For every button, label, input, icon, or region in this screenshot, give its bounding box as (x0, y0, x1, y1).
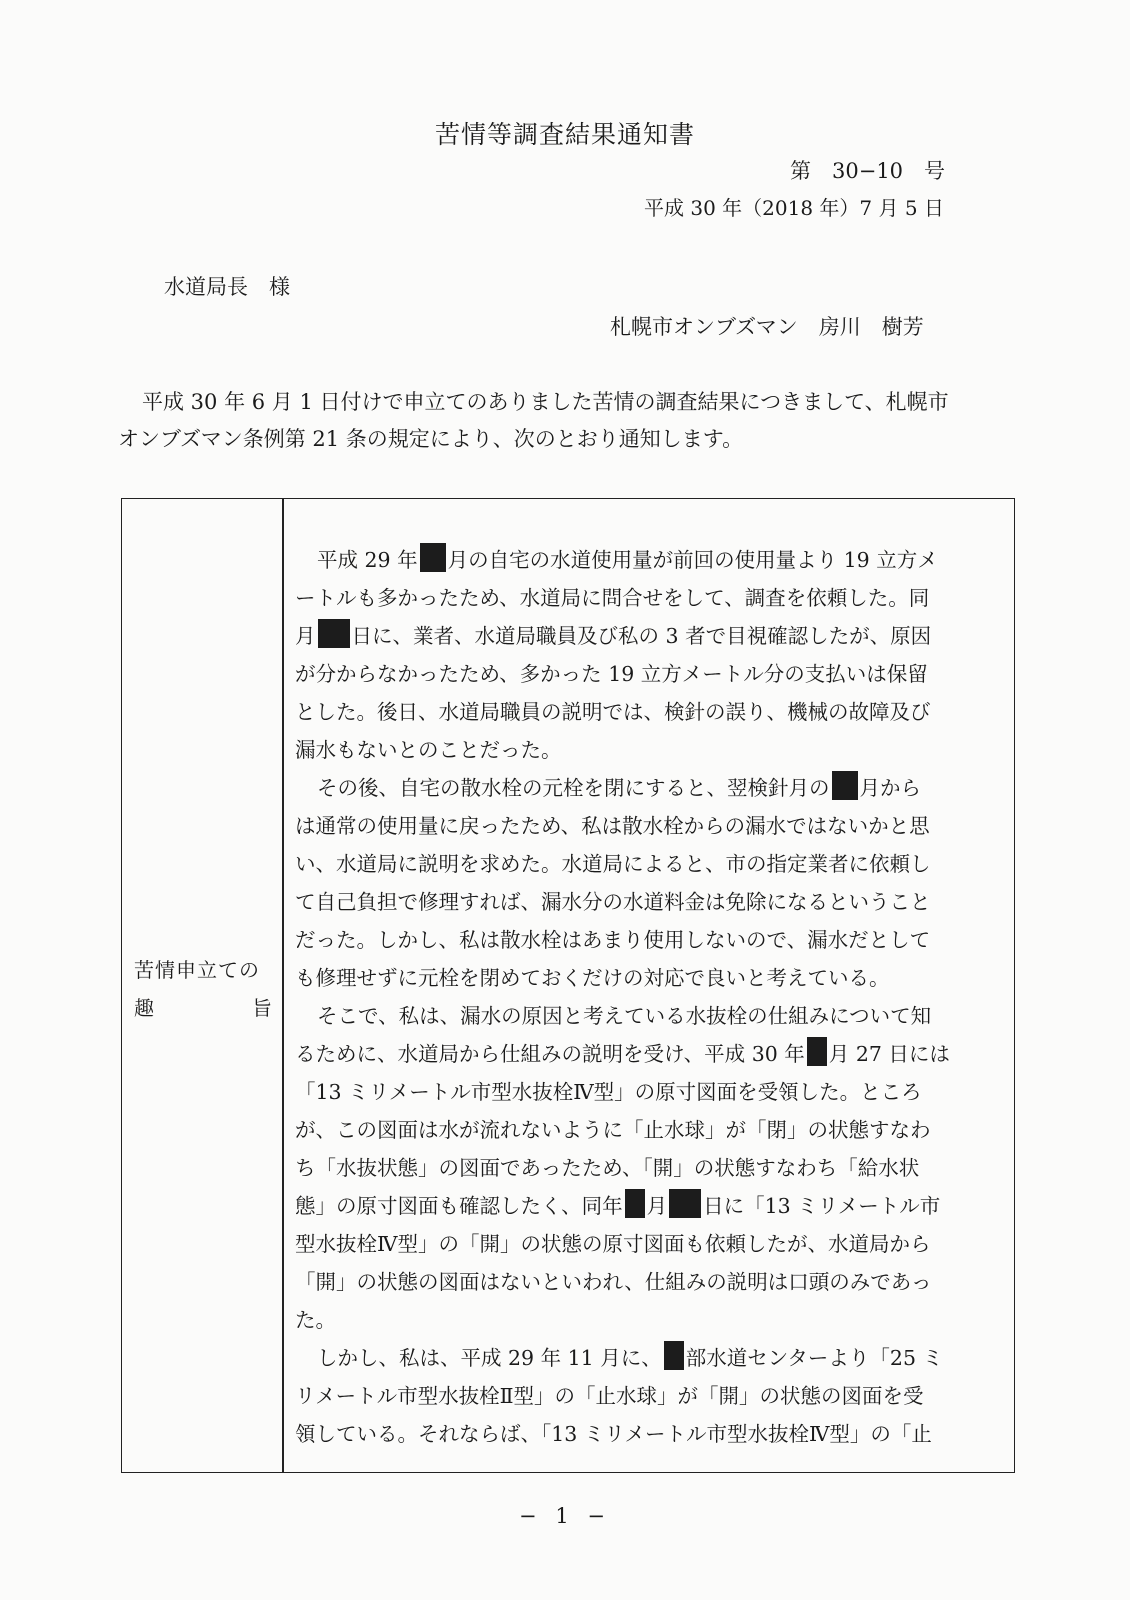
page-number: − 1 − (519, 1504, 611, 1528)
redaction-mark (669, 1189, 701, 1218)
text-line: て自己負担で修理すれば、漏水分の水道料金は免除になるということ (295, 890, 931, 914)
text-line: 態」の原寸図面も確認したく、同年 月 日に「13 ミリメートル市 (295, 1187, 1007, 1225)
text-line: ートルも多かったため、水道局に問合せをして、調査を依頼した。同 (295, 586, 930, 610)
text-line: だった。しかし、私は散水栓はあまり使用しないので、漏水だとして (295, 928, 931, 952)
document-number: 第 30−10 号 (790, 159, 946, 183)
text-line: その後、自宅の散水栓の元栓を閉にすると、翌検針月の 月から (295, 769, 1007, 807)
text-line: るために、水道局から仕組みの説明を受け、平成 30 年 月 27 日には (295, 1035, 1007, 1073)
text-line: い、水道局に説明を求めた。水道局によると、市の指定業者に依頼し (295, 852, 931, 876)
text-line: ち「水抜状態」の図面であったため、「開」の状態すなわち「給水状 (295, 1156, 920, 1180)
redaction-mark (807, 1037, 827, 1066)
text-line: 月 日に、業者、水道局職員及び私の 3 者で目視確認したが、原因 (295, 617, 1007, 655)
redaction-mark (625, 1189, 645, 1218)
redaction-mark (420, 543, 446, 572)
text-line: そこで、私は、漏水の原因と考えている水抜栓の仕組みについて知 (317, 1004, 932, 1028)
text-line: しかし、私は、平成 29 年 11 月に、 部水道センターより「25 ミ (295, 1339, 1007, 1377)
complaint-table (121, 498, 1015, 1473)
text-line: も修理せずに元栓を閉めておくだけの対応で良いと考えている。 (295, 966, 890, 990)
document-title: 苦情等調査結果通知書 (434, 120, 695, 149)
intro-line: オンブズマン条例第 21 条の規定により、次のとおり通知します。 (118, 427, 744, 451)
text-line: リメートル市型水抜栓Ⅱ型」の「止水球」が「開」の状態の図面を受 (295, 1384, 924, 1408)
document-date: 平成 30 年（2018 年）7 月 5 日 (644, 196, 944, 220)
row-label-line (134, 989, 272, 1027)
column-divider (282, 499, 284, 1472)
addressee: 水道局長 様 (164, 275, 290, 299)
redaction-mark (664, 1341, 684, 1370)
intro-paragraph (118, 384, 1013, 458)
text-line: 平成 29 年 月の自宅の水道使用量が前回の使用量より 19 立方メ (295, 541, 1007, 579)
sender: 札幌市オンブズマン 房川 樹芳 (610, 315, 924, 339)
text-line: が、この図面は水が流れないように「止水球」が「閉」の状態すなわ (295, 1118, 931, 1142)
row-label (134, 951, 272, 1027)
row-label-char: 趣 (134, 996, 154, 1020)
row-label-line: 苦情申立ての (134, 958, 260, 982)
text-line: 漏水もないとのことだった。 (295, 738, 562, 762)
text-line: 型水抜栓Ⅳ型」の「開」の状態の原寸図面も依頼したが、水道局から (295, 1232, 931, 1256)
row-label-char: 旨 (252, 996, 272, 1020)
text-line: は通常の使用量に戻ったため、私は散水栓からの漏水ではないかと思 (295, 814, 930, 838)
redaction-mark (318, 619, 350, 648)
text-line: 「開」の状態の図面はないといわれ、仕組みの説明は口頭のみであっ (295, 1270, 932, 1294)
text-line: 「13 ミリメートル市型水抜栓Ⅳ型」の原寸図面を受領した。ところ (295, 1080, 922, 1104)
text-line: とした。後日、水道局職員の説明では、検針の誤り、機械の故障及び (295, 700, 931, 724)
text-line: が分からなかったため、多かった 19 立方メートル分の支払いは保留 (295, 662, 928, 686)
complaint-text (295, 541, 1007, 1453)
intro-line: 平成 30 年 6 月 1 日付けで申立てのありました苦情の調査結果につきまして、札幌市 (142, 390, 949, 414)
text-line: 領している。それならば、「13 ミリメートル市型水抜栓Ⅳ型」の「止 (295, 1422, 932, 1446)
redaction-mark (832, 771, 858, 800)
text-line: た。 (295, 1308, 336, 1332)
